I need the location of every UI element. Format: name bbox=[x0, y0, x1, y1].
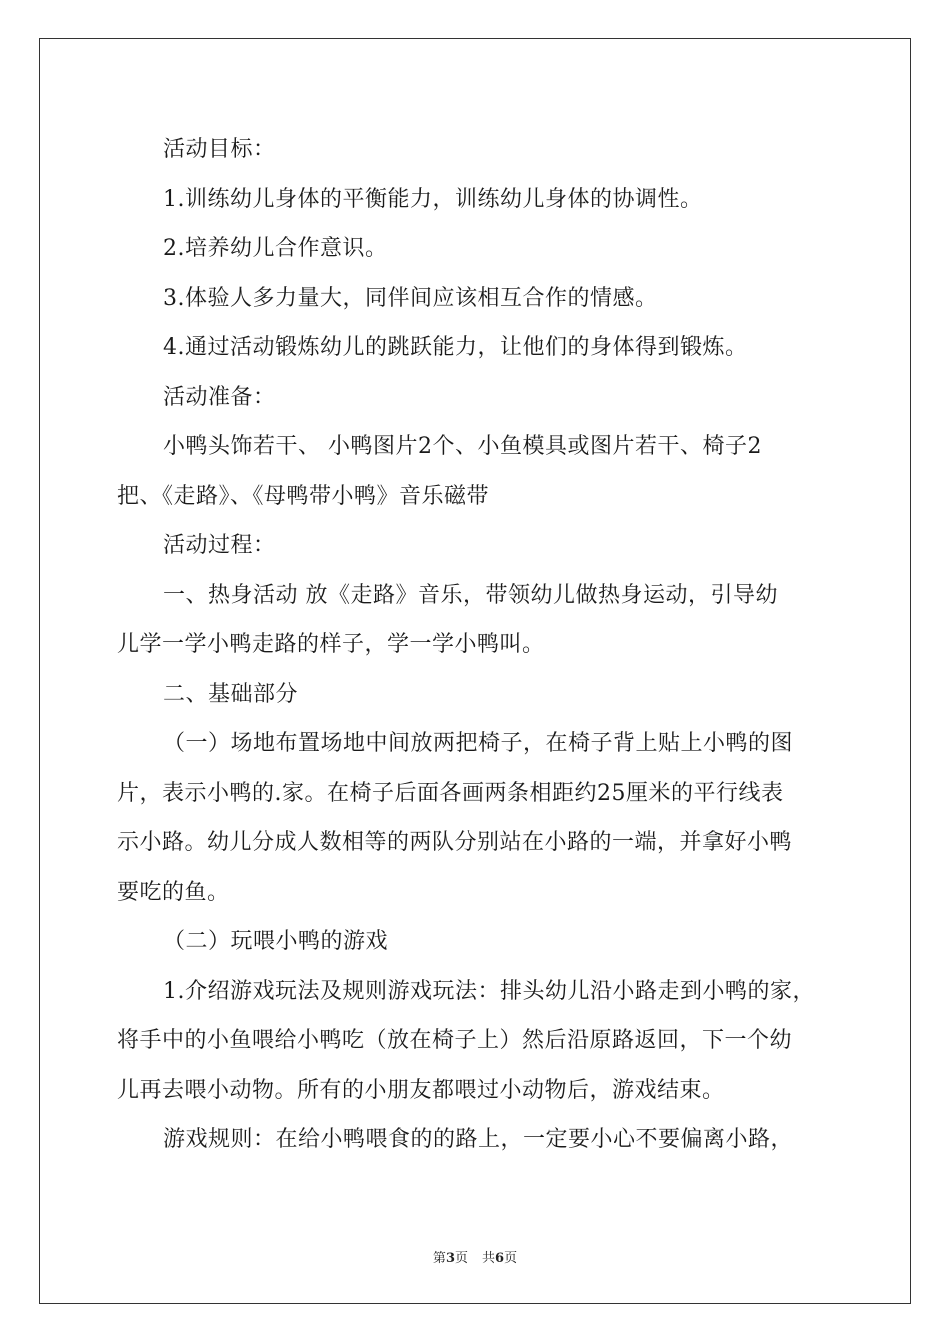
text-line: 示小路。幼儿分成人数相等的两队分别站在小路的一端，并拿好小鸭 bbox=[117, 830, 793, 855]
text-line: （一）场地布置场地中间放两把椅子，在椅子背上贴上小鸭的图 bbox=[163, 731, 794, 756]
text-line: 片，表示小鸭的.家。在椅子后面各画两条相距约25厘米的平行线表 bbox=[117, 780, 784, 806]
text-line: （二）玩喂小鸭的游戏 bbox=[163, 929, 389, 954]
text-line: 4.通过活动锻炼幼儿的跳跃能力，让他们的身体得到锻炼。 bbox=[163, 335, 748, 360]
text-line: 活动准备： bbox=[163, 384, 276, 410]
text-line: 小鸭头饰若干、 小鸭图片2个、小鱼模具或图片若干、椅子2 bbox=[163, 434, 762, 459]
text-line: 1.训练幼儿身体的平衡能力，训练幼儿身体的协调性。 bbox=[163, 186, 703, 212]
text-line: 游戏规则：在给小鸭喂食的的路上，一定要小心不要偏离小路， bbox=[163, 1127, 794, 1152]
text-line: 3.体验人多力量大，同伴间应该相互合作的情感。 bbox=[163, 285, 658, 311]
text-line: 活动过程： bbox=[163, 533, 276, 558]
text-line: 要吃的鱼。 bbox=[117, 879, 230, 905]
text-line: 儿学一学小鸭走路的样子，学一学小鸭叫。 bbox=[117, 632, 545, 657]
text-line: 把、《走路》、《母鸭带小鸭》音乐磁带 bbox=[117, 483, 490, 509]
page-total: 共6页 bbox=[482, 1251, 518, 1266]
text-line: 一、热身活动 放《走路》音乐，带领幼儿做热身运动，引导幼 bbox=[163, 582, 778, 608]
page-footer bbox=[0, 1247, 950, 1266]
text-line: 活动目标： bbox=[163, 137, 276, 162]
text-line: 儿再去喂小动物。所有的小朋友都喂过小动物后，游戏结束。 bbox=[117, 1077, 725, 1103]
text-line: 2.培养幼儿合作意识。 bbox=[163, 236, 388, 261]
text-line: 二、基础部分 bbox=[163, 681, 299, 707]
document-body bbox=[117, 125, 833, 1165]
page-number: 第3页 bbox=[432, 1251, 468, 1266]
text-line: 将手中的小鱼喂给小鸭吃（放在椅子上）然后沿原路返回，下一个幼 bbox=[117, 1028, 793, 1053]
text-line: 1.介绍游戏玩法及规则游戏玩法：排头幼儿沿小路走到小鸭的家， bbox=[163, 978, 815, 1004]
